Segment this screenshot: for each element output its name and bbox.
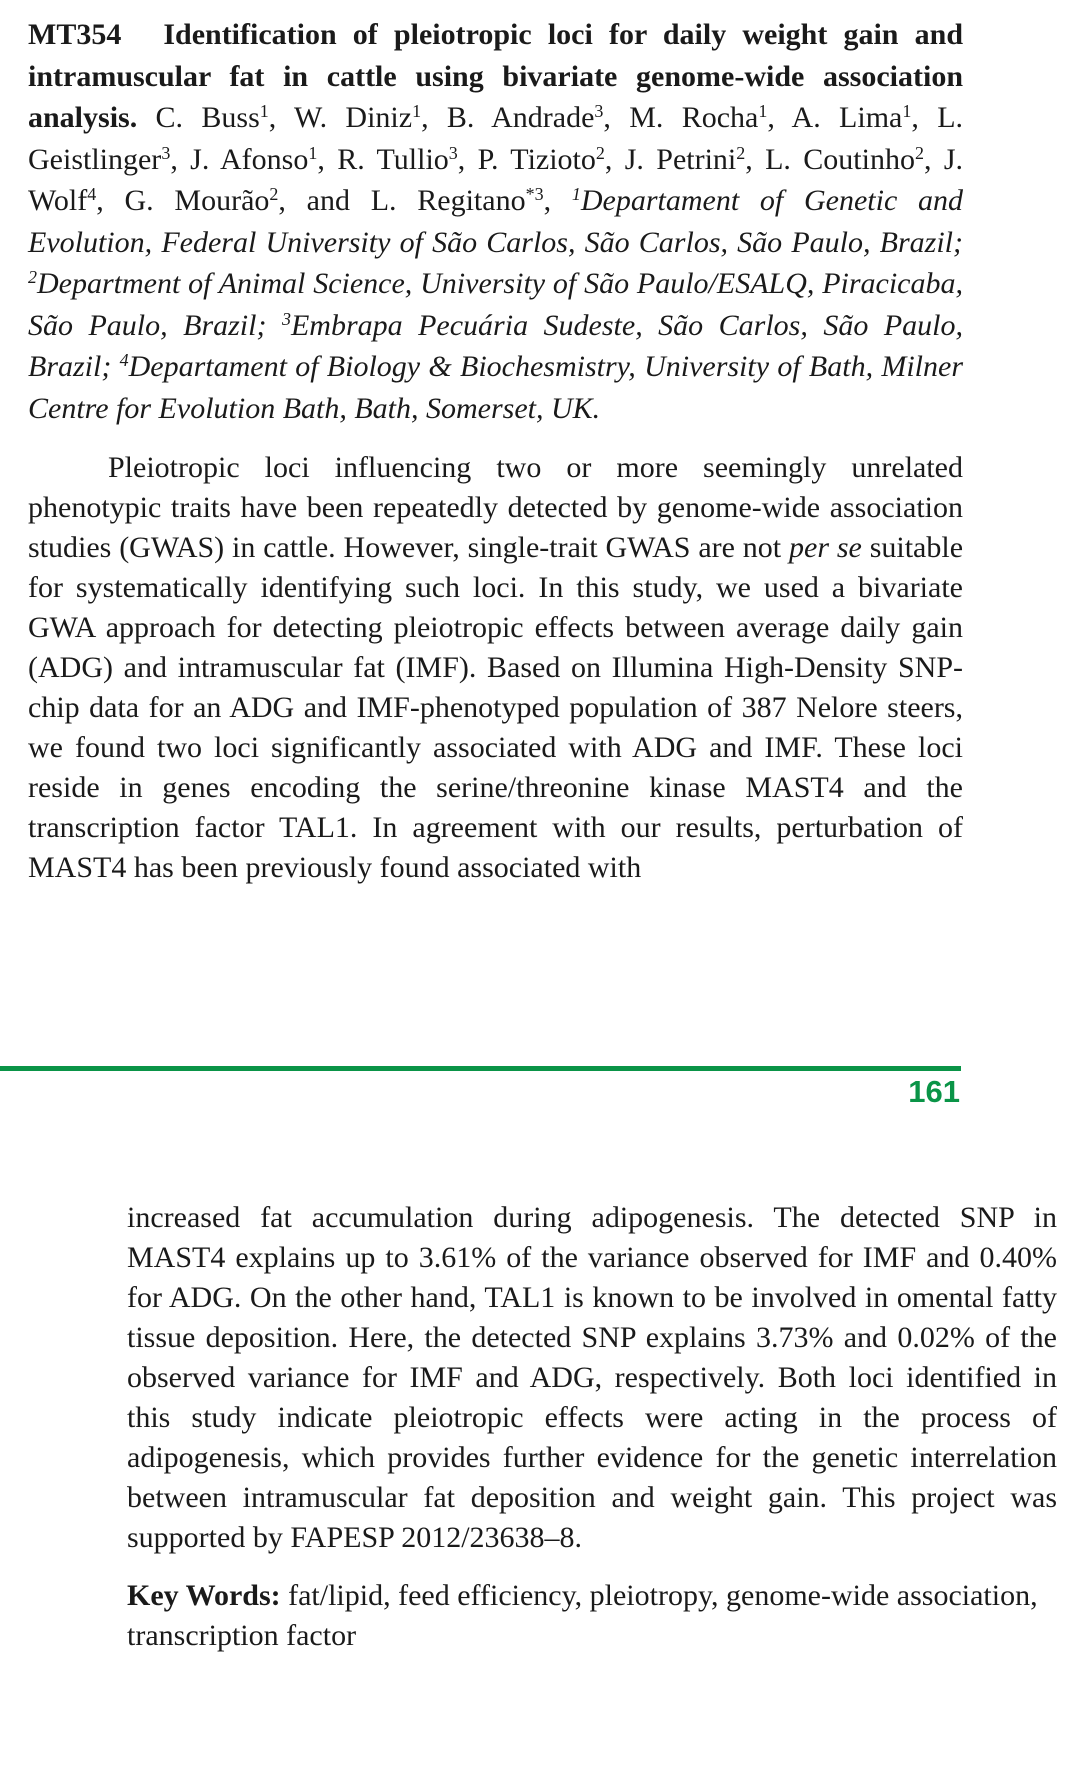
author: J. Afonso [190,142,309,176]
affiliation-number: 1 [571,184,581,205]
abstract-body-paragraph [28,448,963,888]
page-number: 161 [908,1074,960,1109]
affiliation-number: 3 [281,308,291,329]
abstract-body-italic: per se [789,531,862,564]
affiliation-list [28,184,963,425]
author: C. Buss [155,101,260,134]
author: L. Geistlinger [28,101,964,176]
affiliation-number: 4 [119,350,129,371]
affiliation-text: Departament of Genetic and Evolution, Federal University of São Carlos, São Carlos, São Paulo, Brazil; [28,184,964,259]
abstract-title: Identification of pleiotropic loci for daily weight gain and intramuscular fat in cattle using bivariate genome-wide association analysis. [28,18,963,134]
abstract-body-text: Pleiotropic loci influencing two or more seemingly unrelated phenotypic traits have been repeatedly detected by genome-wide association studies (GWAS) in cattle. However, single-trait GWAS are not [28,451,963,564]
abstract-body-continuation: increased fat accumulation during adipogenesis. The detected SNP in MAST4 explains up to 3.61% of the variance observed for IMF and 0.40% for ADG. On the other hand, TAL1 is known to be involved in omental fatty tissue deposition. Here, the detected SNP explains 3.73% and 0.02% of the observed variance for IMF and ADG, respectively. Both loci identified in this study indicate pleiotropic effects were acting in the process of adipogenesis, which provides further evidence for the genetic interrelation between intramuscular fat deposition and weight gain. This project was supported by FAPESP 2012/23638–8. [127,1201,1057,1554]
author: L. Coutinho [765,142,915,176]
keywords [127,1576,1057,1656]
abstract-code: MT354 [28,18,122,51]
author-affiliation-mark: 2 [269,184,279,205]
author-affiliation-mark: 3 [594,101,604,122]
affiliation-text: Departament of Biology & Biochesmistry, University of Bath, Milner Centre for Evolution Bath, Bath, Somerset, UK. [28,350,963,425]
author: A. Lima [791,101,903,134]
author-affiliation-mark: 2 [595,142,605,163]
author: L. Regitano [370,184,526,217]
author-list: C. Buss$^1$, W. Diniz$^1$, B. Andrade$^3$, M. Rocha$^1$, A. Lima$^1$, L. Geistlinger$^3$, J. Afonso$^1$, R. Tullio$^3$, P. Tizioto$^2$, J. Petrini$^2$, L. Coutinho$^2$, J. Wolf$^4$, G. Mourão$^2$, and L. Regitano$^{*3}$ [28,101,964,217]
author: R. Tullio [337,142,449,176]
abstract-body-text: suitable for systematically identifying such loci. In this study, we used a bivariate GWA approach for detecting pleiotropic effects between average daily gain (ADG) and intramuscular fat (IMF). Based on Illumina High-Density SNP-chip data for an ADG and IMF-phenotyped population of 387 Nelore steers, we found two loci significantly associated with ADG and IMF. These loci reside in genes encoding the serine/threonine kinase MAST4 and the transcription factor TAL1. In agreement with our results, perturbation of MAST4 has been previously found associated with [28,531,964,884]
author-affiliation-mark: 1 [308,142,318,163]
keywords-list: fat/lipid, feed efficiency, pleiotropy, genome-wide association, transcription factor [127,1579,1038,1652]
author-affiliation-mark: 1 [259,101,269,122]
keywords-label: Key Words: [127,1579,281,1612]
author: B. Andrade [446,101,595,134]
author: P. Tizioto [477,142,596,176]
author-affiliation-mark: 2 [914,142,924,163]
author-affiliation-mark: 3 [161,142,171,163]
page-divider-rule [0,1066,961,1071]
author: W. Diniz [294,101,413,134]
author: J. Wolf [28,142,963,217]
author: M. Rocha [629,101,759,134]
author: J. Petrini [624,142,737,176]
author-affiliation-mark: 1 [412,101,422,122]
author-affiliation-mark: 1 [758,101,768,122]
affiliation-text: Embrapa Pecuária Sudeste, São Carlos, São Paulo, Brazil; [28,308,963,383]
author-affiliation-mark: 2 [736,142,746,163]
author-affiliation-mark: 1 [902,101,912,122]
affiliation-number: 2 [28,267,37,288]
author-affiliation-mark: 3 [448,142,458,163]
author-affiliation-mark: 4 [87,184,97,205]
abstract-column-2 [127,1198,1057,1656]
author: G. Mourão [124,184,270,217]
affiliation-text: Department of Animal Science, University of São Paulo/ESALQ, Piracicaba, São Paulo, Brazil; [28,267,963,342]
abstract-header: MT354 Identification of pleiotropic loci for daily weight gain and intramuscular fat in cattle using bivariate genome-wide association analysis. C. Buss$^1$, W. Diniz$^1$, B. Andrade$^3$, M. Rocha$^1$, A. Lima$^1$, L. Geistlinger$^3$, J. Afonso$^1$, R. Tullio$^3$, P. Tizioto$^2$, J. Petrini$^2$, L. Coutinho$^2$, J. Wolf$^4$, G. Mourão$^2$, and L. Regitano$^{*3}$, $^1$Departament of Genetic and Evolution, Federal University of São Carlos, São Carlos, São Paulo, Brazil; $^2$Department of Animal Science, University of São Paulo/ESALQ, Piracicaba, São Paulo, Brazil; $^3$Embrapa Pecuária Sudeste, São Carlos, São Paulo, Brazil; $^4$Departament of Biology & Biochesmistry, University of Bath, Milner Centre for Evolution Bath, Bath, Somerset, UK. [28,18,964,425]
abstract-column-1 [28,14,963,888]
author-affiliation-mark: *3 [525,184,544,205]
